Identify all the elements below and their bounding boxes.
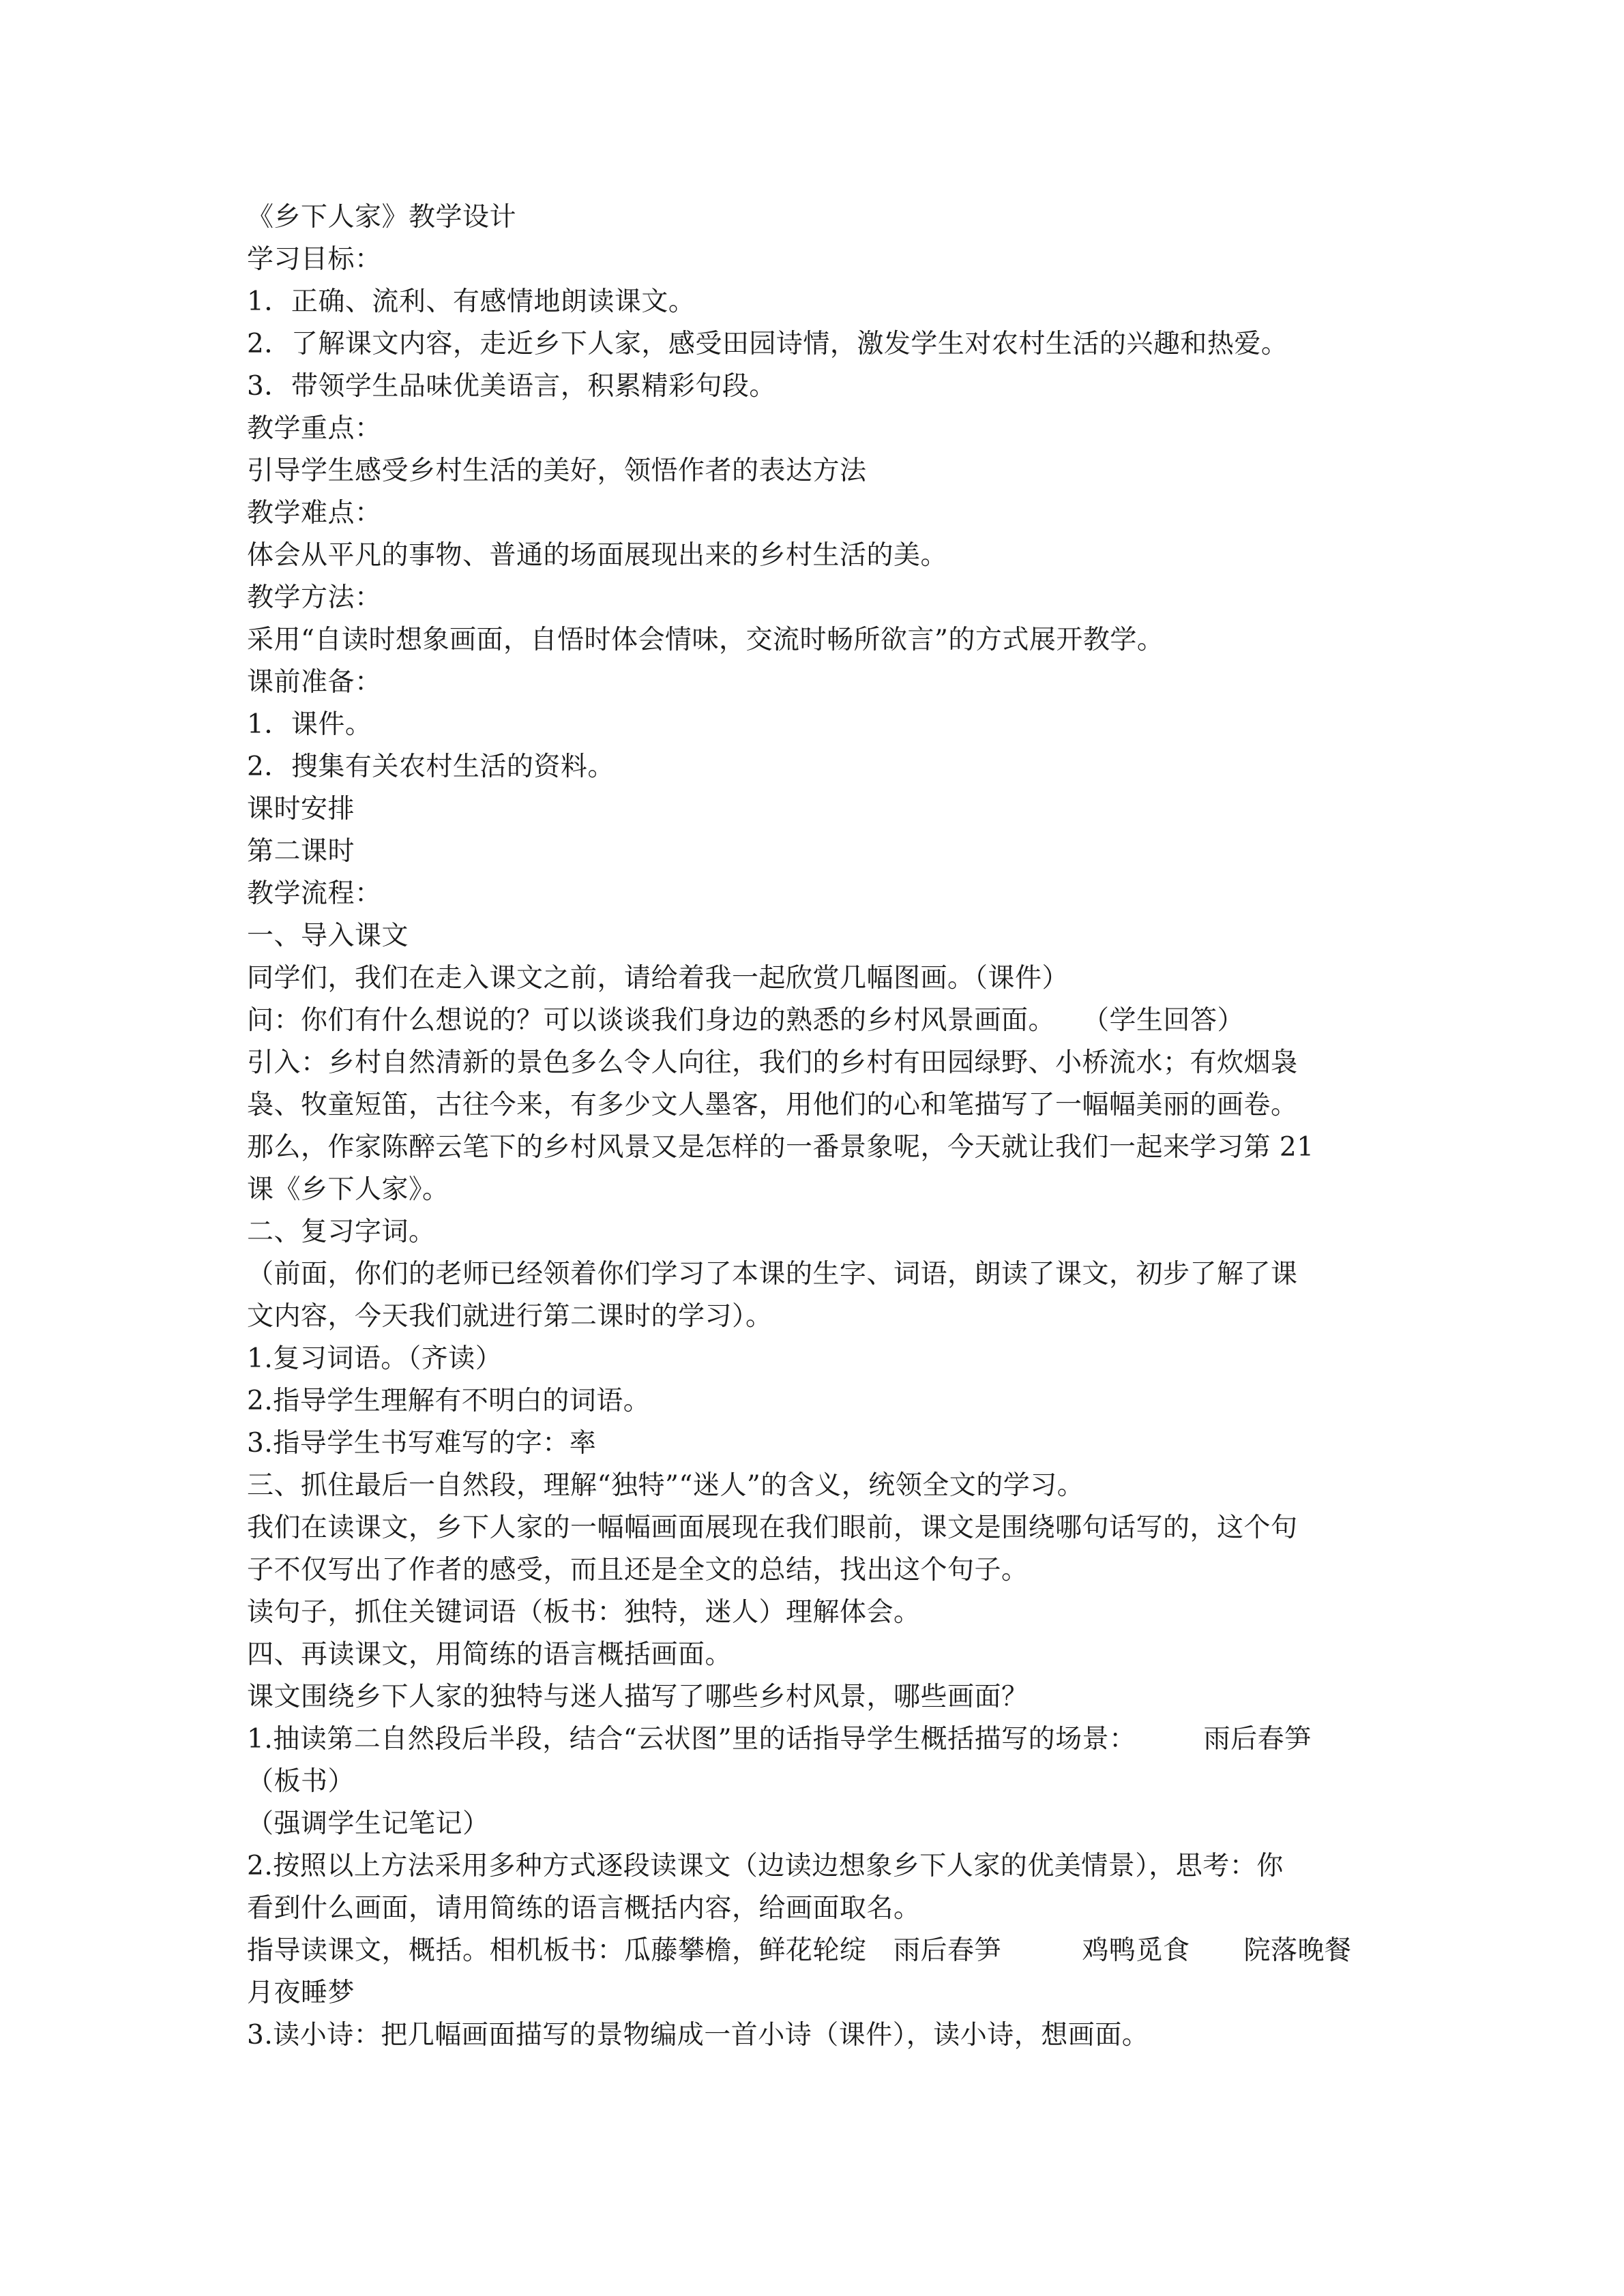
section-heading-schedule: 课时安排 xyxy=(247,794,355,824)
section-heading-difficulties: 教学难点： xyxy=(247,498,382,528)
section-heading-methods: 教学方法： xyxy=(247,582,382,613)
text-line: 读句子，抓住关键词语（板书：独特，迷人）理解体会。 xyxy=(247,1597,921,1628)
text-line: 引导学生感受乡村生活的美好，领悟作者的表达方法 xyxy=(247,456,867,486)
text-line: （前面，你们的老师已经领着你们学习了本课的生字、词语，朗读了课文，初步了解了课 xyxy=(247,1259,1298,1289)
list-item: 2.指导学生理解有不明白的词语。 xyxy=(247,1386,651,1416)
list-item: 3.读小诗：把几幅画面描写的景物编成一首小诗（课件），读小诗，想画面。 xyxy=(247,2020,1149,2051)
list-item: 1.抽读第二自然段后半段，结合“云状图”里的话指导学生概括描写的场景： 雨后春笋 xyxy=(247,1724,1312,1755)
preparation-item: 1．课件。 xyxy=(247,709,372,740)
objective-item: 1．正确、流利、有感情地朗读课文。 xyxy=(247,286,696,317)
text-line: 那么，作家陈醉云笔下的乡村风景又是怎样的一番景象呢，今天就让我们一起来学习第 21 xyxy=(247,1132,1314,1163)
section-heading-process: 教学流程： xyxy=(247,878,382,909)
text-line: 指导读课文，概括。相机板书：瓜藤攀檐，鲜花轮绽 雨后春笋 鸡鸭觅食 院落晚餐 xyxy=(247,1935,1352,1966)
preparation-item: 2．搜集有关农村生活的资料。 xyxy=(247,751,615,782)
text-line: 子不仅写出了作者的感受，而且还是全文的总结，找出这个句子。 xyxy=(247,1555,1029,1585)
text-line: 我们在读课文，乡下人家的一幅幅画面展现在我们眼前，课文是围绕哪句话写的，这个句 xyxy=(247,1512,1298,1543)
section-heading-preparation: 课前准备： xyxy=(247,667,382,698)
text-line: 第二课时 xyxy=(247,836,355,867)
text-line: （强调学生记笔记） xyxy=(247,1808,490,1839)
objective-item: 2．了解课文内容，走近乡下人家，感受田园诗情，激发学生对农村生活的兴趣和热爱。 xyxy=(247,329,1288,359)
text-line: 课《乡下人家》。 xyxy=(247,1174,449,1205)
text-line: 同学们，我们在走入课文之前，请给着我一起欣赏几幅图画。（课件） xyxy=(247,963,1069,994)
text-line: 月夜睡梦 xyxy=(247,1978,355,2008)
objective-item: 3．带领学生品味优美语言，积累精彩句段。 xyxy=(247,371,776,402)
text-line: 文内容，今天我们就进行第二课时的学习）。 xyxy=(247,1301,773,1332)
document-title: 《乡下人家》教学设计 xyxy=(247,202,517,233)
text-line: 引入：乡村自然清新的景色多么令人向往，我们的乡村有田园绿野、小桥流水；有炊烟袅 xyxy=(247,1047,1298,1078)
text-line: 体会从平凡的事物、普通的场面展现出来的乡村生活的美。 xyxy=(247,540,948,571)
text-line: 问：你们有什么想说的？可以谈谈我们身边的熟悉的乡村风景画面。 （学生回答） xyxy=(247,1005,1245,1036)
step-heading: 二、复习字词。 xyxy=(247,1217,436,1247)
list-item: 1.复习词语。（齐读） xyxy=(247,1343,503,1374)
section-heading-key-points: 教学重点： xyxy=(247,413,382,444)
text-line: 袅、牧童短笛，古往今来，有多少文人墨客，用他们的心和笔描写了一幅幅美丽的画卷。 xyxy=(247,1090,1298,1120)
text-line: （板书） xyxy=(247,1766,355,1797)
list-item: 2.按照以上方法采用多种方式逐段读课文（边读边想象乡下人家的优美情景），思考：你 xyxy=(247,1851,1284,1881)
list-item: 3.指导学生书写难写的字：率 xyxy=(247,1428,597,1459)
step-heading: 三、抓住最后一自然段，理解“独特”“迷人”的含义，统领全文的学习。 xyxy=(247,1470,1084,1501)
document-body xyxy=(247,196,1393,2057)
text-line: 看到什么画面，请用简练的语言概括内容，给画面取名。 xyxy=(247,1893,921,1924)
text-line: 课文围绕乡下人家的独特与迷人描写了哪些乡村风景，哪些画面？ xyxy=(247,1682,1029,1712)
step-heading: 一、导入课文 xyxy=(247,921,409,951)
text-line: 采用“自读时想象画面，自悟时体会情味，交流时畅所欲言”的方式展开教学。 xyxy=(247,625,1164,655)
section-heading-objectives: 学习目标： xyxy=(247,244,382,275)
step-heading: 四、再读课文，用简练的语言概括画面。 xyxy=(247,1639,733,1670)
